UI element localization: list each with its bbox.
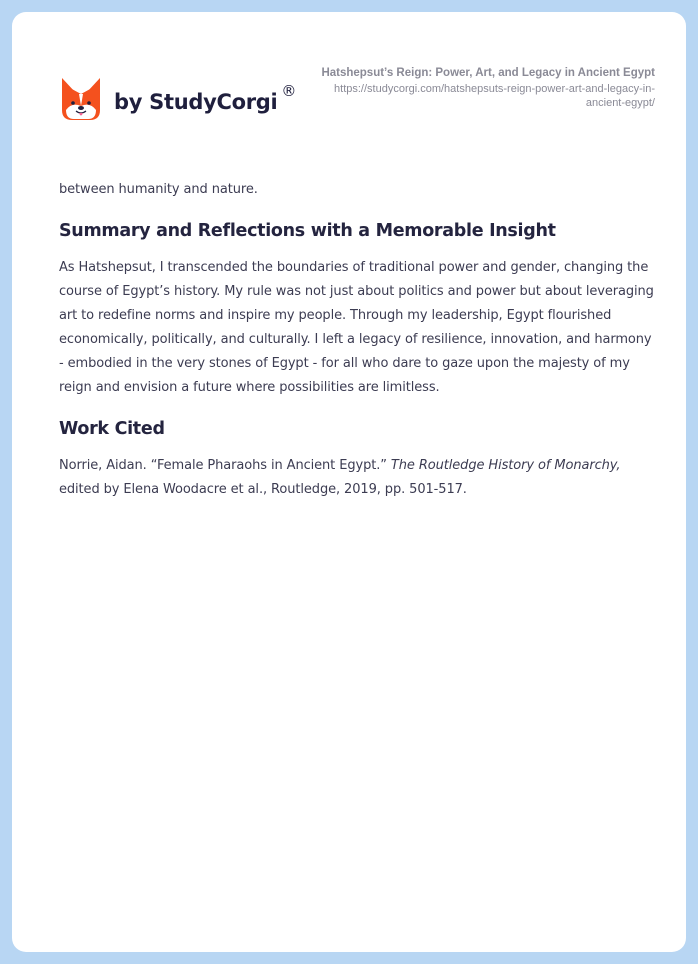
citation-prefix: Norrie, Aidan. “Female Pharaohs in Ancient Egypt.” [59, 458, 391, 473]
summary-heading: Summary and Reflections with a Memorable Insight [59, 221, 556, 241]
corgi-icon [60, 76, 102, 122]
document-meta [315, 66, 655, 110]
continued-paragraph: between humanity and nature. [59, 182, 258, 197]
citation-suffix: edited by Elena Woodacre et al., Routledge, 2019, pp. 501-517. [59, 482, 467, 497]
summary-paragraph: As Hatshepsut, I transcended the boundaries of traditional power and gender, changing the course of Egypt’s history. My rule was not just about politics and power but about leveraging art to redefine norms and inspire my people. Through my leadership, Egypt flourished economically, politically, and culturally. I left a legacy of resilience, innovation, and harmony - embodied in the very stones of Egypt - for all who dare to gaze upon the majesty of my reign and envision a future where possibilities are limitless. [59, 260, 654, 395]
registered-mark: ® [281, 82, 297, 100]
document-url[interactable]: https://studycorgi.com/hatshepsuts-reign-power-art-and-legacy-in-ancient-egypt/ [334, 83, 655, 109]
logo-text: by StudyCorgi [114, 90, 278, 114]
studycorgi-logo[interactable] [60, 76, 296, 122]
citation-source-title: The Routledge History of Monarchy, [390, 458, 621, 473]
page-header [12, 12, 686, 152]
document-content [59, 178, 659, 502]
document-title: Hatshepsut’s Reign: Power, Art, and Legacy in Ancient Egypt [321, 67, 655, 79]
citation-entry [59, 454, 659, 502]
work-cited-heading: Work Cited [59, 419, 165, 439]
document-page [12, 12, 686, 952]
